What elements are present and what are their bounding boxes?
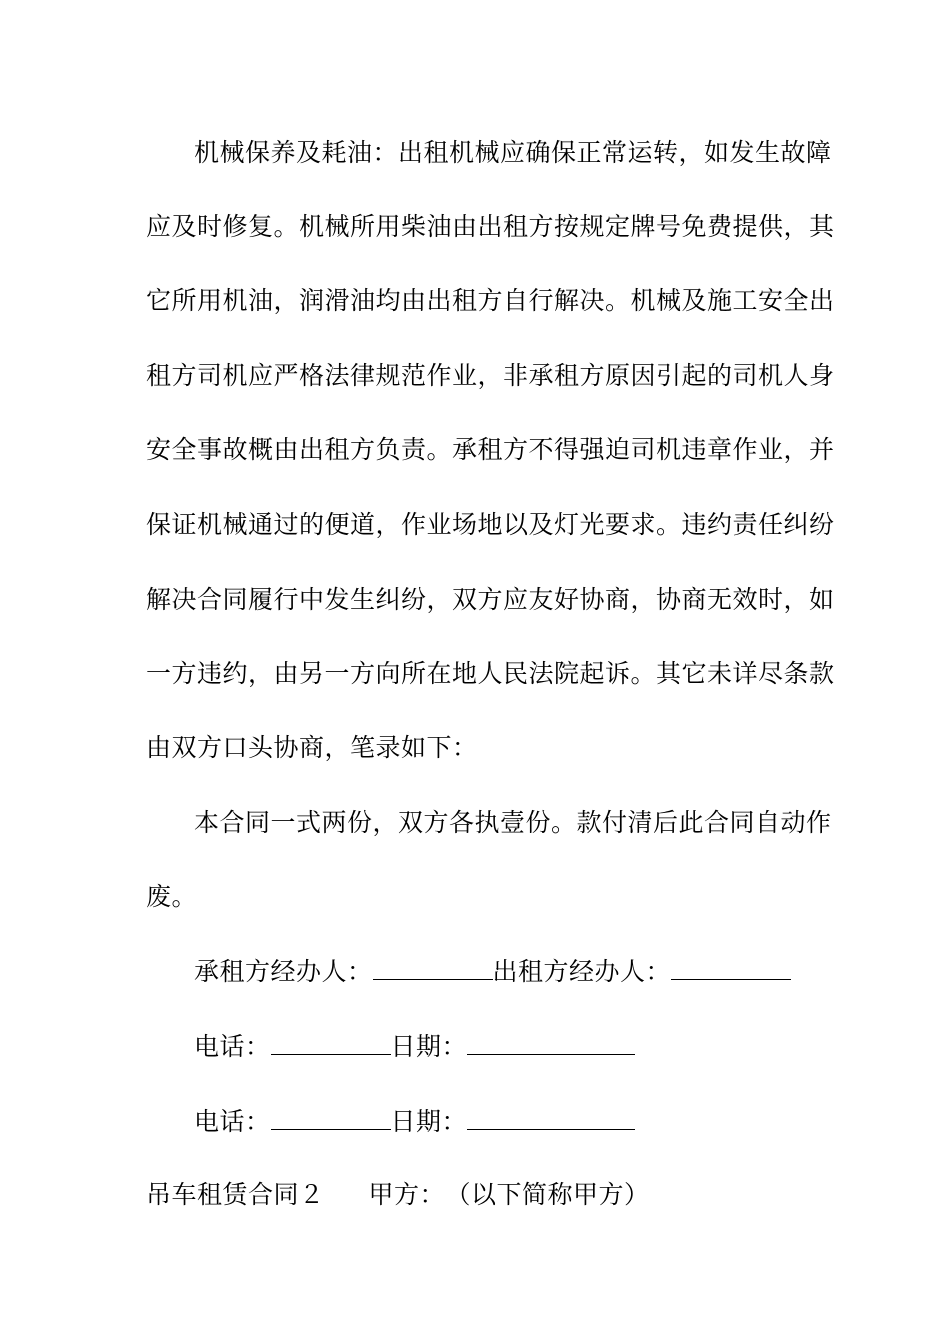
- date-label: 日期：: [390, 1032, 468, 1061]
- paragraph-line: 保证机械通过的便道，作业场地以及灯光要求。违约责任纠纷: [146, 510, 835, 539]
- lessee-agent-blank: [373, 953, 493, 980]
- next-contract-heading: [146, 1175, 806, 1215]
- paragraph-line: 本合同一式两份，双方各执壹份。款付清后此合同自动作: [194, 808, 832, 837]
- paragraph-line: 由双方口头协商，笔录如下：: [146, 733, 478, 762]
- paragraph-line: 解决合同履行中发生纠纷，双方应友好协商，协商无效时，如: [146, 585, 835, 614]
- paragraph-line: 它所用机油，润滑油均由出租方自行解决。机械及施工安全出: [146, 286, 835, 315]
- date-blank: [467, 1028, 635, 1055]
- paragraph-line: 废。: [146, 882, 198, 911]
- phone-label: 电话：: [194, 1107, 271, 1136]
- lessor-agent-blank: [671, 953, 791, 980]
- phone-blank: [271, 1103, 391, 1130]
- date-label: 日期：: [390, 1107, 468, 1136]
- phone-date-line: [194, 1102, 854, 1142]
- paragraph-line: 应及时修复。机械所用柴油由出租方按规定牌号免费提供，其: [146, 212, 835, 241]
- phone-label: 电话：: [194, 1032, 271, 1061]
- paragraph-line: 一方违约，由另一方向所在地人民法院起诉。其它未详尽条款: [146, 659, 835, 688]
- agent-signature-line: [194, 952, 854, 992]
- paragraph-line: 机械保养及耗油：出租机械应确保正常运转，如发生故障: [194, 138, 832, 167]
- date-blank: [467, 1103, 635, 1130]
- party-a-label: 甲方： （以下简称甲方）: [368, 1180, 650, 1209]
- lessee-agent-label: 承租方经办人：: [194, 957, 373, 986]
- lessor-agent-label: 出租方经办人：: [492, 957, 672, 986]
- contract-title: 吊车租赁合同２: [146, 1180, 325, 1209]
- paragraph-line: 租方司机应严格法律规范作业，非承租方原因引起的司机人身: [146, 361, 835, 390]
- phone-date-line: [194, 1027, 854, 1067]
- paragraph-line: 安全事故概由出租方负责。承租方不得强迫司机违章作业，并: [146, 435, 835, 464]
- phone-blank: [271, 1028, 391, 1055]
